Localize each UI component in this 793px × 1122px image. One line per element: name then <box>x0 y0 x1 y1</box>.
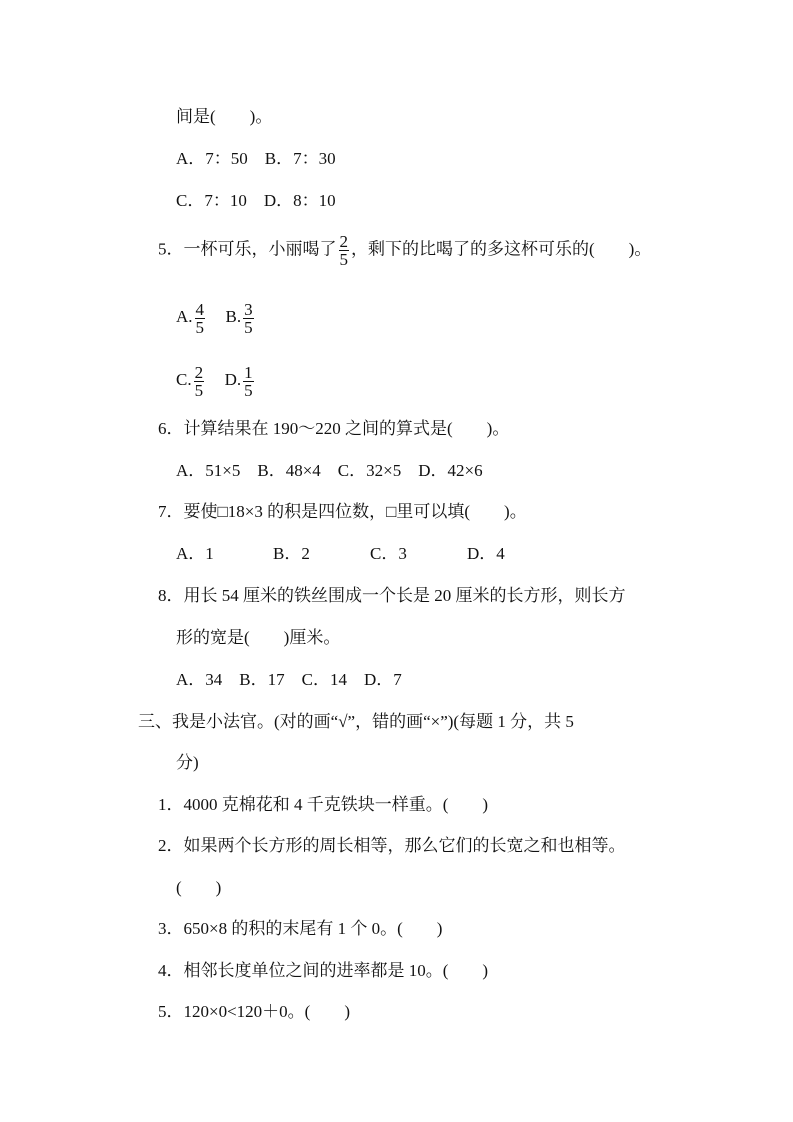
q7-question <box>158 501 527 523</box>
q7-text: 要使□18×3 的积是四位数，□里可以填( )。 <box>183 502 527 521</box>
q5-options-row1 <box>176 301 256 336</box>
q8-text-line2: 形的宽是( )厘米。 <box>176 628 341 647</box>
q4-options-row1: A．7：50 B．7：30 <box>176 149 336 168</box>
q5-option-c: C. $\frac{2}{5}$ <box>176 363 204 400</box>
q5-text-before: 一杯可乐，小丽喝了 <box>183 239 337 259</box>
section3-heading-line2: 分) <box>176 753 199 772</box>
q5-number: 5． <box>158 239 184 259</box>
section3-heading-line1: 三、我是小法官。(对的画“√”，错的画“×”)(每题 1 分，共 5 <box>138 712 574 731</box>
q5-fraction <box>339 233 350 268</box>
judge-item-1: 1．4000 克棉花和 4 千克铁块一样重。( ) <box>158 795 489 814</box>
q7-option-c: C．3 <box>370 544 407 563</box>
q5-question <box>158 233 651 268</box>
judge-item-5: 5．120×0<120＋0。( ) <box>158 1002 350 1021</box>
q7-option-a: A．1 <box>176 544 214 563</box>
q7-option-d: D．4 <box>467 544 505 563</box>
q6-question <box>158 418 509 440</box>
q8-text-line1: 用长 54 厘米的铁丝围成一个长是 20 厘米的长方形，则长方 <box>183 586 626 605</box>
q8-options: A．34 B．17 C．14 D．7 <box>176 670 402 689</box>
q4-text-continuation: 间是( )。 <box>176 107 273 126</box>
q5-fraction-numerator: 2 <box>339 232 348 251</box>
q8-question <box>158 585 626 607</box>
judge-item-2-bracket: ( ) <box>176 878 222 897</box>
q5-options-row2 <box>176 364 256 399</box>
q4-options-row2: C．7：10 D．8：10 <box>176 191 336 210</box>
judge-item-4: 4．相邻长度单位之间的进率都是 10。( ) <box>158 961 489 980</box>
judge-item-3: 3．650×8 的积的末尾有 1 个 0。( ) <box>158 919 443 938</box>
q6-number: 6． <box>158 419 184 438</box>
q5-option-b: B. $\frac{3}{5}$ <box>225 300 253 337</box>
q7-option-b: B．2 <box>273 544 310 563</box>
q5-option-d: D. $\frac{1}{5}$ <box>224 363 253 400</box>
q6-options: A．51×5 B．48×4 C．32×5 D．42×6 <box>176 461 483 480</box>
q7-number: 7． <box>158 502 184 521</box>
q5-text-after: ，剩下的比喝了的多这杯可乐的( )。 <box>351 239 652 259</box>
q6-text: 计算结果在 190～220 之间的算式是( )。 <box>183 419 510 438</box>
q5-fraction-denominator: 5 <box>339 250 348 269</box>
q5-option-a: A. $\frac{4}{5}$ <box>176 300 205 337</box>
judge-item-2: 2．如果两个长方形的周长相等，那么它们的长宽之和也相等。 <box>158 836 626 855</box>
q8-number: 8． <box>158 586 184 605</box>
